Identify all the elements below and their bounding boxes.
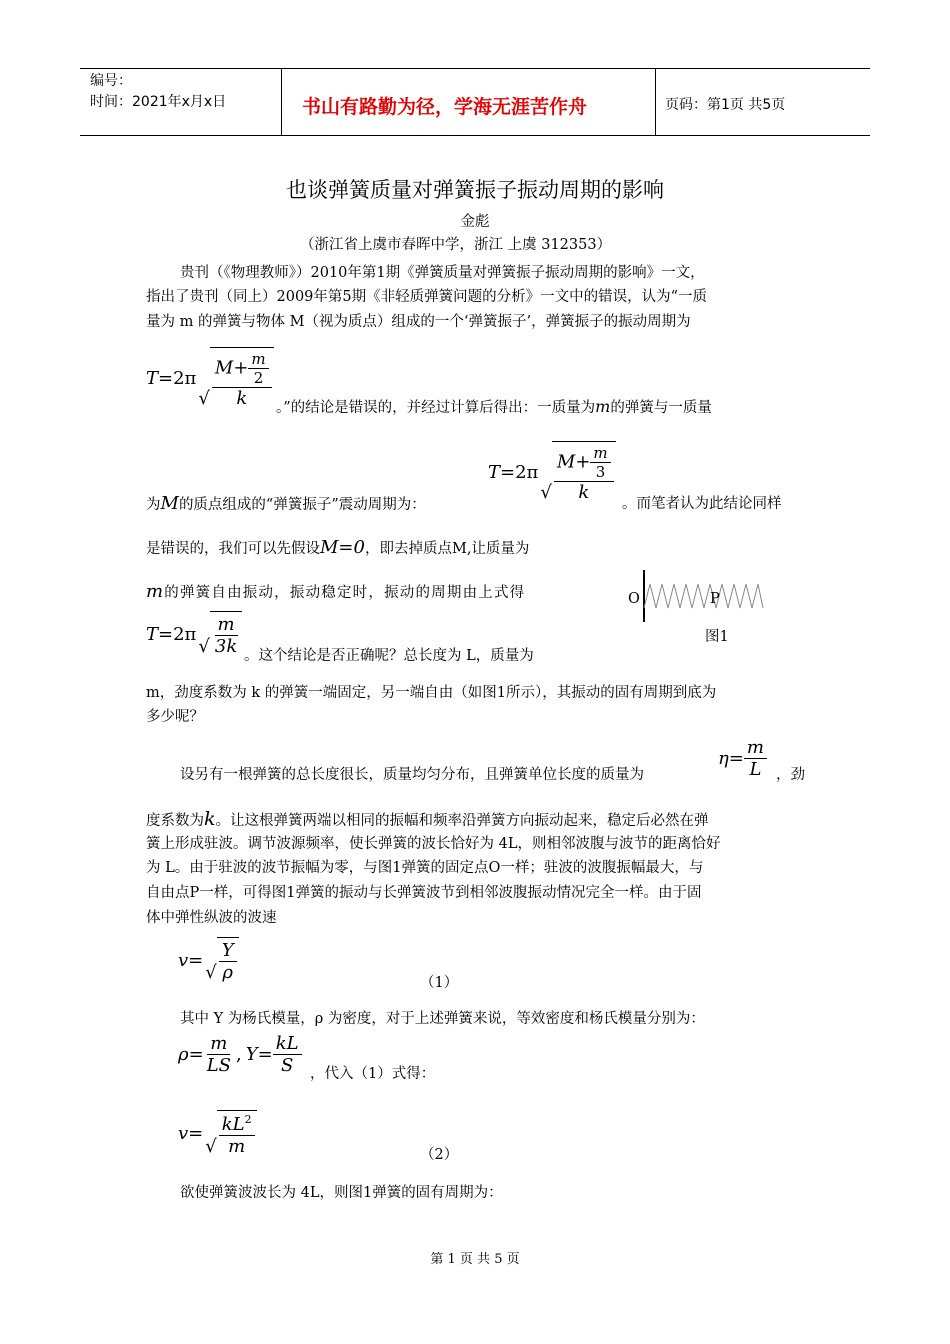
- formula-radical: √ M+ $\frac{m}{2}$ k: [198, 347, 273, 409]
- para4: 欲使弹簧波波长为 4L，则图1弹簧的固有周期为：: [180, 1185, 503, 1201]
- formula-symbol: =: [257, 1043, 273, 1065]
- page-footer: 第 1 页 共 5 页: [430, 1252, 520, 1267]
- formula-symbol: 3: [595, 463, 606, 481]
- header-top-rule: [80, 68, 870, 69]
- figure-label-p: P: [710, 591, 720, 607]
- formula-symbol: kL: [273, 1033, 302, 1055]
- formula-symbol: 3k: [214, 636, 238, 657]
- formula-symbol: =: [158, 367, 174, 389]
- figure-1: [620, 566, 770, 656]
- header-number-label: 编号：: [90, 73, 132, 89]
- formula-symbol: 2π: [173, 623, 197, 645]
- author: 金彪: [460, 214, 490, 230]
- formula-symbol: =: [500, 461, 516, 483]
- para1-after-formula2: 。而笔者认为此结论同样: [622, 496, 782, 512]
- affiliation: （浙江省上虞市春晖中学，浙江 上虞 312353）: [300, 237, 612, 253]
- formula-symbol: =: [188, 1122, 204, 1144]
- figure-caption: 图1: [705, 629, 729, 645]
- para2-line2: 度系数为k。让这根弹簧两端以相同的振幅和频率沿弹簧方向振动起来，稳定后必然在弹: [146, 808, 709, 830]
- para1-line2: 指出了贵刊（同上）2009年第5期《非轻质弹簧问题的分析》一文中的错误，认为“一质: [146, 289, 708, 305]
- formula-symbol: m: [590, 444, 610, 463]
- spring-coil: [644, 584, 763, 608]
- formula-radical: √ M+ $\frac{m}{3}$ k: [540, 441, 615, 503]
- formula-symbol: m: [215, 614, 238, 636]
- formula-symbol: Y: [245, 1043, 258, 1065]
- formula-symbol: k: [236, 388, 248, 409]
- para2-line3: 簧上形成驻波。调节波源频率，使长弹簧的波长恰好为 4L，则相邻波腹与波节的距离恰好: [146, 836, 721, 852]
- header-bottom-rule: [80, 135, 870, 136]
- formula-radical: √ $\frac{kL^2}{m}$: [205, 1110, 256, 1157]
- para1-after-formula1: 。”的结论是错误的，并经过计算后得出：一质量为m的弹簧与一质量: [276, 397, 712, 416]
- formula-symbol: S: [280, 1054, 294, 1076]
- formula-eta: [718, 733, 767, 783]
- formula-symbol: =: [188, 949, 204, 971]
- para1-line3: 量为 m 的弹簧与物体 M（视为质点）组成的一个‘弹簧振子’，弹簧振子的振动周期为: [146, 314, 691, 330]
- formula-symbol: v: [178, 1122, 189, 1144]
- formula-symbol: m: [228, 1135, 246, 1157]
- formula-symbol: Y: [219, 940, 237, 962]
- para1-line-k: m，劲度系数为 k 的弹簧一端固定，另一端自由（如图1所示），其振动的固有周期到底为: [146, 685, 717, 701]
- header-time-label: 时间：2021年x月x日: [90, 94, 227, 110]
- formula-symbol: 2: [253, 369, 264, 387]
- formula-symbol: L: [749, 758, 762, 780]
- formula-symbol: =: [158, 623, 174, 645]
- spring-diagram: [620, 566, 770, 626]
- para1-line1: 贵刊（《物理教师》）2010年第1期《弹簧质量对弹簧振子振动周期的影响》一文，: [180, 265, 705, 281]
- formula-symbol: kL: [221, 1113, 245, 1135]
- para1-line-end: 多少呢？: [146, 709, 204, 725]
- formula-symbol: M: [214, 357, 234, 379]
- formula-symbol: m: [248, 350, 268, 369]
- page-title: 也谈弹簧质量对弹簧振子振动周期的影响: [286, 178, 664, 202]
- formula-symbol: 2π: [515, 461, 539, 483]
- formula-density-modulus: [178, 1028, 302, 1080]
- formula-symbol: k: [578, 482, 590, 503]
- formula-symbol: T: [488, 461, 501, 483]
- formula-symbol: =: [188, 1043, 204, 1065]
- para1-before-formula2: 为M的质点组成的“弹簧振子”震动周期为：: [146, 493, 426, 514]
- header-motto: 书山有路勤为径，学海无涯苦作舟: [302, 96, 588, 118]
- formula-symbol: ρ: [178, 1043, 189, 1065]
- formula-symbol: +: [575, 451, 591, 473]
- formula-symbol: =: [728, 747, 744, 769]
- para2-line5: 自由点P一样，可得图1弹簧的振动与长弹簧波节到相邻波腹振动情况完全一样。由于固: [146, 885, 702, 901]
- formula-symbol: 2: [244, 1112, 252, 1126]
- equation-1: [178, 930, 239, 990]
- para1-line-question: 。这个结论是否正确呢？总长度为 L，质量为: [244, 648, 534, 664]
- formula-symbol: T: [146, 623, 159, 645]
- formula-symbol: m: [207, 1033, 230, 1055]
- formula-symbol: v: [178, 949, 189, 971]
- formula-symbol: ,: [235, 1043, 242, 1065]
- formula-symbol: m: [744, 737, 767, 759]
- formula-symbol: M: [556, 451, 576, 473]
- para2-line6: 体中弹性纵波的波速: [146, 910, 277, 926]
- figure-label-o: O: [628, 591, 640, 607]
- formula-symbol: ρ: [222, 962, 233, 983]
- formula-symbol: +: [233, 357, 249, 379]
- formula-period-free-spring: [146, 606, 242, 662]
- para3: 其中 Y 为杨氏模量，ρ 为密度，对于上述弹簧来说，等效密度和杨氏模量分别为：: [180, 1011, 705, 1027]
- para1-line-m0: 是错误的，我们可以先假设M=0，即去掉质点M,让质量为: [146, 537, 530, 558]
- header-page-label: 页码：第1页 共5页: [665, 97, 786, 113]
- equation-2: [178, 1101, 257, 1165]
- para2-line1-end: ，劲: [776, 767, 805, 783]
- formula-symbol: η: [718, 747, 729, 769]
- formula-symbol: 2π: [173, 367, 197, 389]
- para3-after: ，代入（1）式得：: [310, 1066, 436, 1082]
- equation-1-label: （1）: [420, 975, 459, 991]
- header-divider-left: [281, 69, 282, 135]
- formula-period-m-half: [146, 338, 274, 418]
- formula-radical: √ $\frac{m}{3k}$: [198, 611, 242, 657]
- formula-symbol: LS: [206, 1054, 231, 1076]
- para2-line4: 为 L。由于驻波的波节振幅为零，与图1弹簧的固定点O一样；驻波的波腹振幅最大，与: [146, 860, 704, 876]
- formula-radical: √ $\frac{Y}{\rho}$: [205, 937, 238, 983]
- header-divider-right: [655, 69, 656, 135]
- equation-2-label: （2）: [420, 1147, 459, 1163]
- para1-line-m: m的弹簧自由振动，振动稳定时，振动的周期由上式得: [146, 581, 526, 602]
- formula-symbol: T: [146, 367, 159, 389]
- para2-line1: 设另有一根弹簧的总长度很长，质量均匀分布，且弹簧单位长度的质量为: [180, 767, 644, 783]
- formula-period-m-third: [488, 432, 616, 512]
